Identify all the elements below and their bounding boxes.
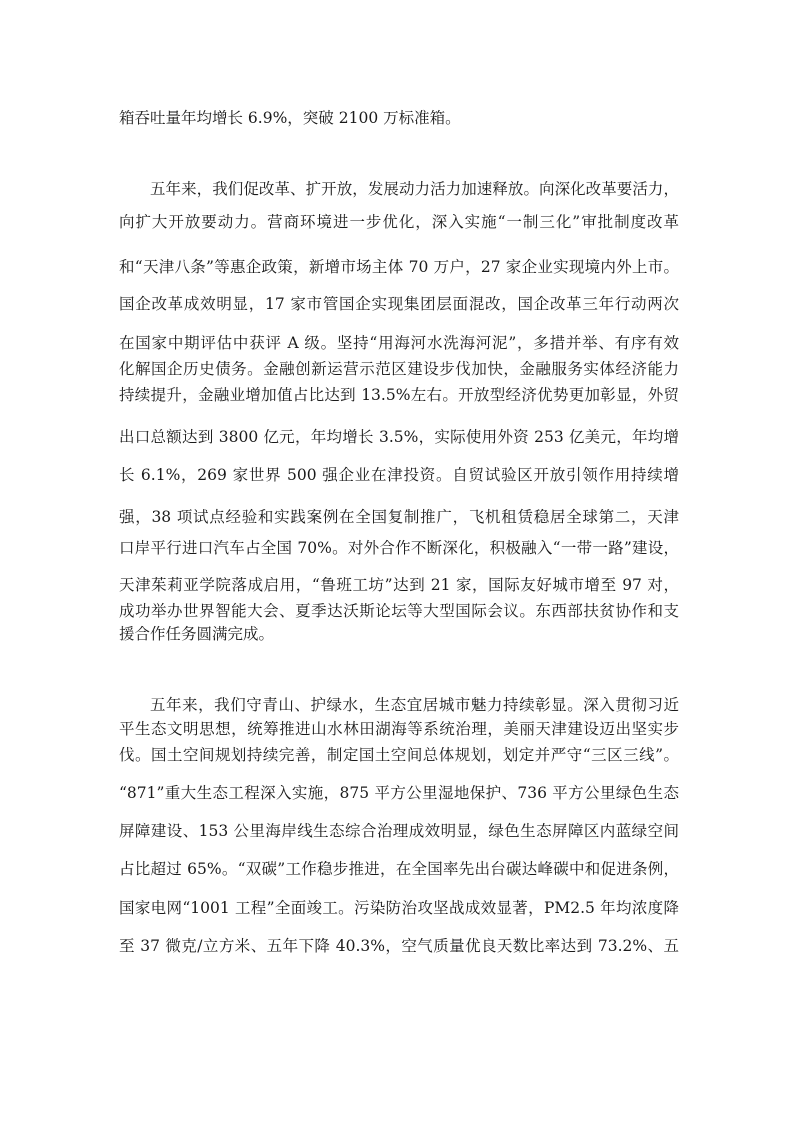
- text-line: “871”重大生态工程深入实施，875 平方公里湿地保护、736 平方公里绿色生态: [119, 784, 679, 802]
- text-line: 和“天津八条”等惠企政策，新增市场主体 70 万户，27 家企业实现境内外上市。: [119, 258, 679, 276]
- text-line: 强，38 项试点经验和实践案例在全国复制推广，飞机租赁稳居全球第二，天津: [119, 508, 679, 526]
- text-line: 出口总额达到 3800 亿元，年均增长 3.5%，实际使用外资 253 亿美元，年均增: [119, 428, 679, 446]
- text-line: 化解国企历史债务。金融创新运营示范区建设步伐加快，金融服务实体经济能力: [119, 360, 679, 378]
- text-line: 五年来，我们促改革、扩开放，发展动力活力加速释放。向深化改革要活力，: [150, 180, 679, 198]
- text-line: 成功举办世界智能大会、夏季达沃斯论坛等大型国际会议。东西部扶贫协作和支: [119, 602, 679, 620]
- text-line: 在国家中期评估中获评 A 级。坚持“用海河水洗海河泥”，多措并举、有序有效: [119, 334, 679, 352]
- text-line: 至 37 微克/立方米、五年下降 40.3%，空气质量优良天数比率达到 73.2%、五: [119, 937, 679, 955]
- text-line: 长 6.1%，269 家世界 500 强企业在津投资。自贸试验区开放引领作用持续增: [119, 466, 679, 484]
- text-line: 国家电网“1001 工程”全面竣工。污染防治攻坚战成效显著，PM2.5 年均浓度降: [119, 899, 679, 917]
- text-line: 口岸平行进口汽车占全国 70%。对外合作不断深化，积极融入“一带一路”建设，: [119, 539, 679, 557]
- text-line: 援合作任务圆满完成。: [119, 625, 275, 643]
- text-line: 五年来，我们守青山、护绿水，生态宜居城市魅力持续彰显。深入贯彻习近: [150, 696, 679, 714]
- text-line: 国企改革成效明显，17 家市管国企实现集团层面混改，国企改革三年行动两次: [119, 295, 679, 313]
- text-line: 箱吞吐量年均增长 6.9%，突破 2100 万标准箱。: [119, 109, 461, 127]
- text-line: 向扩大开放要动力。营商环境进一步优化，深入实施“一制三化”审批制度改革: [119, 213, 679, 231]
- text-line: 持续提升，金融业增加值占比达到 13.5%左右。开放型经济优势更加彰显，外贸: [119, 386, 679, 404]
- text-line: 伐。国土空间规划持续完善，制定国土空间总体规划，划定并严守“三区三线”。: [119, 746, 679, 764]
- text-line: 占比超过 65%。“双碳”工作稳步推进，在全国率先出台碳达峰碳中和促进条例，: [119, 860, 679, 878]
- text-line: 平生态文明思想，统筹推进山水林田湖海等系统治理，美丽天津建设迈出坚实步: [119, 720, 679, 738]
- text-line: 天津茱莉亚学院落成启用，“鲁班工坊”达到 21 家，国际友好城市增至 97 对，: [119, 576, 679, 594]
- text-line: 屏障建设、153 公里海岸线生态综合治理成效明显，绿色生态屏障区内蓝绿空间: [119, 822, 679, 840]
